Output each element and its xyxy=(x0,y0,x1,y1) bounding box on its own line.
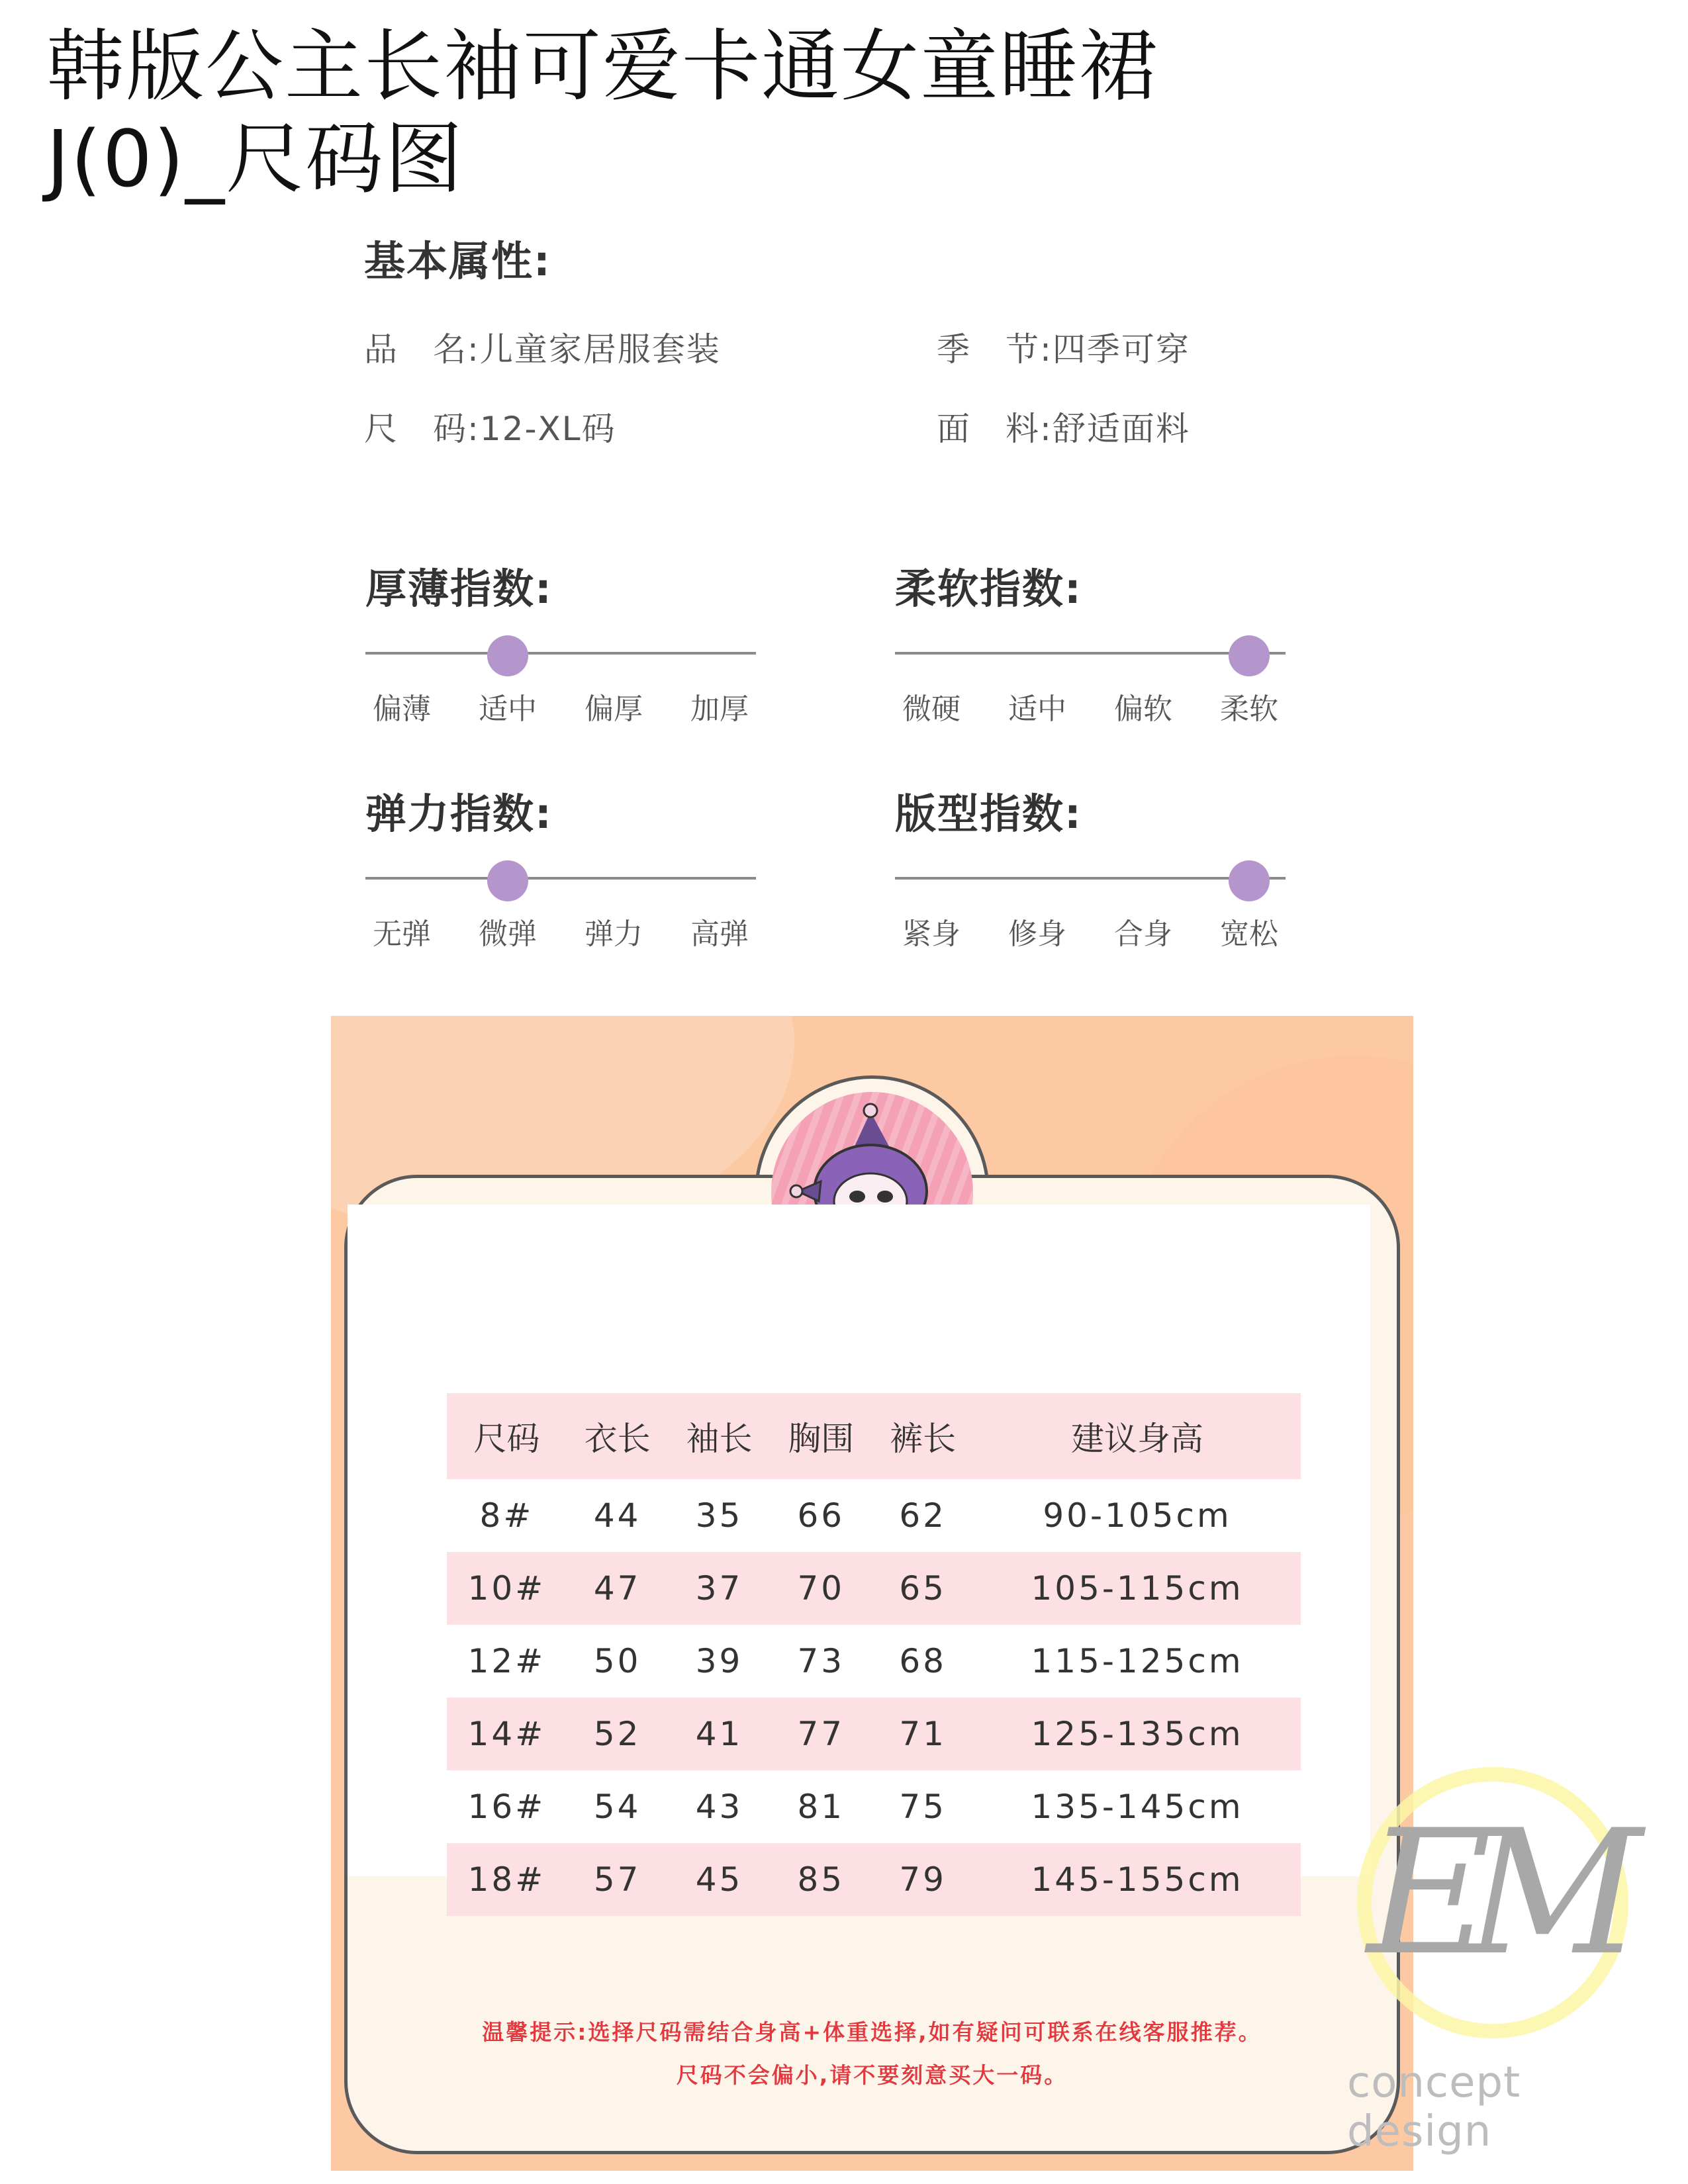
attr-size-value: 12-XL码 xyxy=(479,410,616,448)
size-table-header xyxy=(447,1393,1301,1479)
attr-fabric-value: 舒适面料 xyxy=(1052,410,1190,448)
index-thickness-knob xyxy=(487,635,528,676)
table-cell: 65 xyxy=(872,1552,974,1625)
attr-season-value: 四季可穿 xyxy=(1052,330,1190,369)
table-cell: 41 xyxy=(669,1698,771,1770)
table-cell: 90-105cm xyxy=(974,1479,1301,1552)
index-thickness-option: 偏薄 xyxy=(373,692,431,726)
table-cell: 37 xyxy=(669,1552,771,1625)
index-softness-option: 适中 xyxy=(1008,692,1066,726)
index-elasticity-track xyxy=(365,877,756,880)
table-cell: 115-125cm xyxy=(974,1625,1301,1698)
column-header: 袖长 xyxy=(669,1393,771,1479)
column-header: 尺码 xyxy=(447,1393,567,1479)
table-row xyxy=(447,1698,1301,1770)
index-fit-title: 版型指数: xyxy=(895,790,1082,838)
table-cell: 39 xyxy=(669,1625,771,1698)
index-thickness-title: 厚薄指数: xyxy=(365,565,553,613)
page-title xyxy=(46,20,1158,205)
table-cell: 52 xyxy=(567,1698,669,1770)
table-cell: 135-145cm xyxy=(974,1770,1301,1843)
table-row xyxy=(447,1625,1301,1698)
table-cell: 50 xyxy=(567,1625,669,1698)
table-row xyxy=(447,1479,1301,1552)
watermark-monogram: EM xyxy=(1367,1794,1617,1993)
watermark-logo xyxy=(1327,1767,1638,2156)
table-cell: 75 xyxy=(872,1770,974,1843)
attr-product-name-label: 品 名: xyxy=(364,330,480,369)
table-cell: 47 xyxy=(567,1552,669,1625)
page-title-line1: 韩版公主长袖可爱卡通女童睡裙 xyxy=(46,21,1159,112)
index-softness-knob xyxy=(1229,635,1270,676)
attr-fabric-label: 面 料: xyxy=(937,410,1053,448)
index-elasticity-option: 微弹 xyxy=(479,917,537,951)
page-title-line2: J(0)_尺码图 xyxy=(46,113,464,205)
table-cell: 77 xyxy=(770,1698,872,1770)
index-elasticity-title: 弹力指数: xyxy=(365,790,553,838)
basic-attributes-heading: 基本属性: xyxy=(364,237,551,285)
table-cell: 125-135cm xyxy=(974,1698,1301,1770)
attr-size xyxy=(364,402,616,450)
table-cell: 45 xyxy=(669,1843,771,1916)
index-softness-option: 偏软 xyxy=(1114,692,1172,726)
table-cell: 79 xyxy=(872,1843,974,1916)
attr-size-label: 尺 码: xyxy=(364,410,480,448)
table-cell: 12# xyxy=(447,1625,567,1698)
table-cell: 16# xyxy=(447,1770,567,1843)
table-row xyxy=(447,1770,1301,1843)
size-chart-card xyxy=(331,1016,1413,2171)
table-cell: 18# xyxy=(447,1843,567,1916)
table-cell: 57 xyxy=(567,1843,669,1916)
index-fit-option: 紧身 xyxy=(902,917,961,951)
table-cell: 66 xyxy=(770,1479,872,1552)
table-cell: 10# xyxy=(447,1552,567,1625)
table-cell: 71 xyxy=(872,1698,974,1770)
column-header: 裤长 xyxy=(872,1393,974,1479)
table-row xyxy=(447,1552,1301,1625)
index-thickness xyxy=(365,556,763,728)
index-fit-option: 宽松 xyxy=(1220,917,1278,951)
table-cell: 44 xyxy=(567,1479,669,1552)
index-elasticity-option: 弹力 xyxy=(585,917,643,951)
index-softness-title: 柔软指数: xyxy=(895,565,1082,613)
table-cell: 62 xyxy=(872,1479,974,1552)
table-cell: 85 xyxy=(770,1843,872,1916)
table-row xyxy=(447,1843,1301,1916)
size-table xyxy=(447,1393,1301,1916)
index-softness-track xyxy=(895,652,1286,655)
table-cell: 73 xyxy=(770,1625,872,1698)
table-cell: 54 xyxy=(567,1770,669,1843)
index-thickness-option: 加厚 xyxy=(690,692,749,726)
index-fit-option: 修身 xyxy=(1008,917,1066,951)
index-thickness-track xyxy=(365,652,756,655)
attr-fabric xyxy=(937,402,1190,450)
attr-product-name-value: 儿童家居服套装 xyxy=(479,330,721,369)
attr-season xyxy=(937,323,1190,371)
index-elasticity xyxy=(365,781,763,953)
table-cell: 68 xyxy=(872,1625,974,1698)
index-thickness-option: 偏厚 xyxy=(585,692,643,726)
column-header: 建议身高 xyxy=(974,1393,1301,1479)
index-thickness-option: 适中 xyxy=(479,692,537,726)
size-tip-line2: 尺码不会偏小,请不要刻意买大一码。 xyxy=(676,2062,1068,2088)
index-elasticity-option: 无弹 xyxy=(373,917,431,951)
table-cell: 81 xyxy=(770,1770,872,1843)
table-cell: 105-115cm xyxy=(974,1552,1301,1625)
size-tip-line1: 温馨提示:选择尺码需结合身高+体重选择,如有疑问可联系在线客服推荐。 xyxy=(482,2019,1262,2045)
column-header: 胸围 xyxy=(770,1393,872,1479)
index-elasticity-knob xyxy=(487,860,528,901)
index-softness-option: 微硬 xyxy=(902,692,961,726)
attr-season-label: 季 节: xyxy=(937,330,1053,369)
table-cell: 35 xyxy=(669,1479,771,1552)
index-softness xyxy=(895,556,1292,728)
table-cell: 145-155cm xyxy=(974,1843,1301,1916)
table-cell: 14# xyxy=(447,1698,567,1770)
table-cell: 43 xyxy=(669,1770,771,1843)
index-fit xyxy=(895,781,1292,953)
index-fit-knob xyxy=(1229,860,1270,901)
table-cell: 70 xyxy=(770,1552,872,1625)
index-fit-option: 合身 xyxy=(1114,917,1172,951)
index-softness-option: 柔软 xyxy=(1220,692,1278,726)
table-cell: 8# xyxy=(447,1479,567,1552)
index-elasticity-option: 高弹 xyxy=(690,917,749,951)
attr-product-name xyxy=(364,323,721,371)
column-header: 衣长 xyxy=(567,1393,669,1479)
index-fit-track xyxy=(895,877,1286,880)
watermark-tagline: concept design xyxy=(1347,2058,1521,2156)
